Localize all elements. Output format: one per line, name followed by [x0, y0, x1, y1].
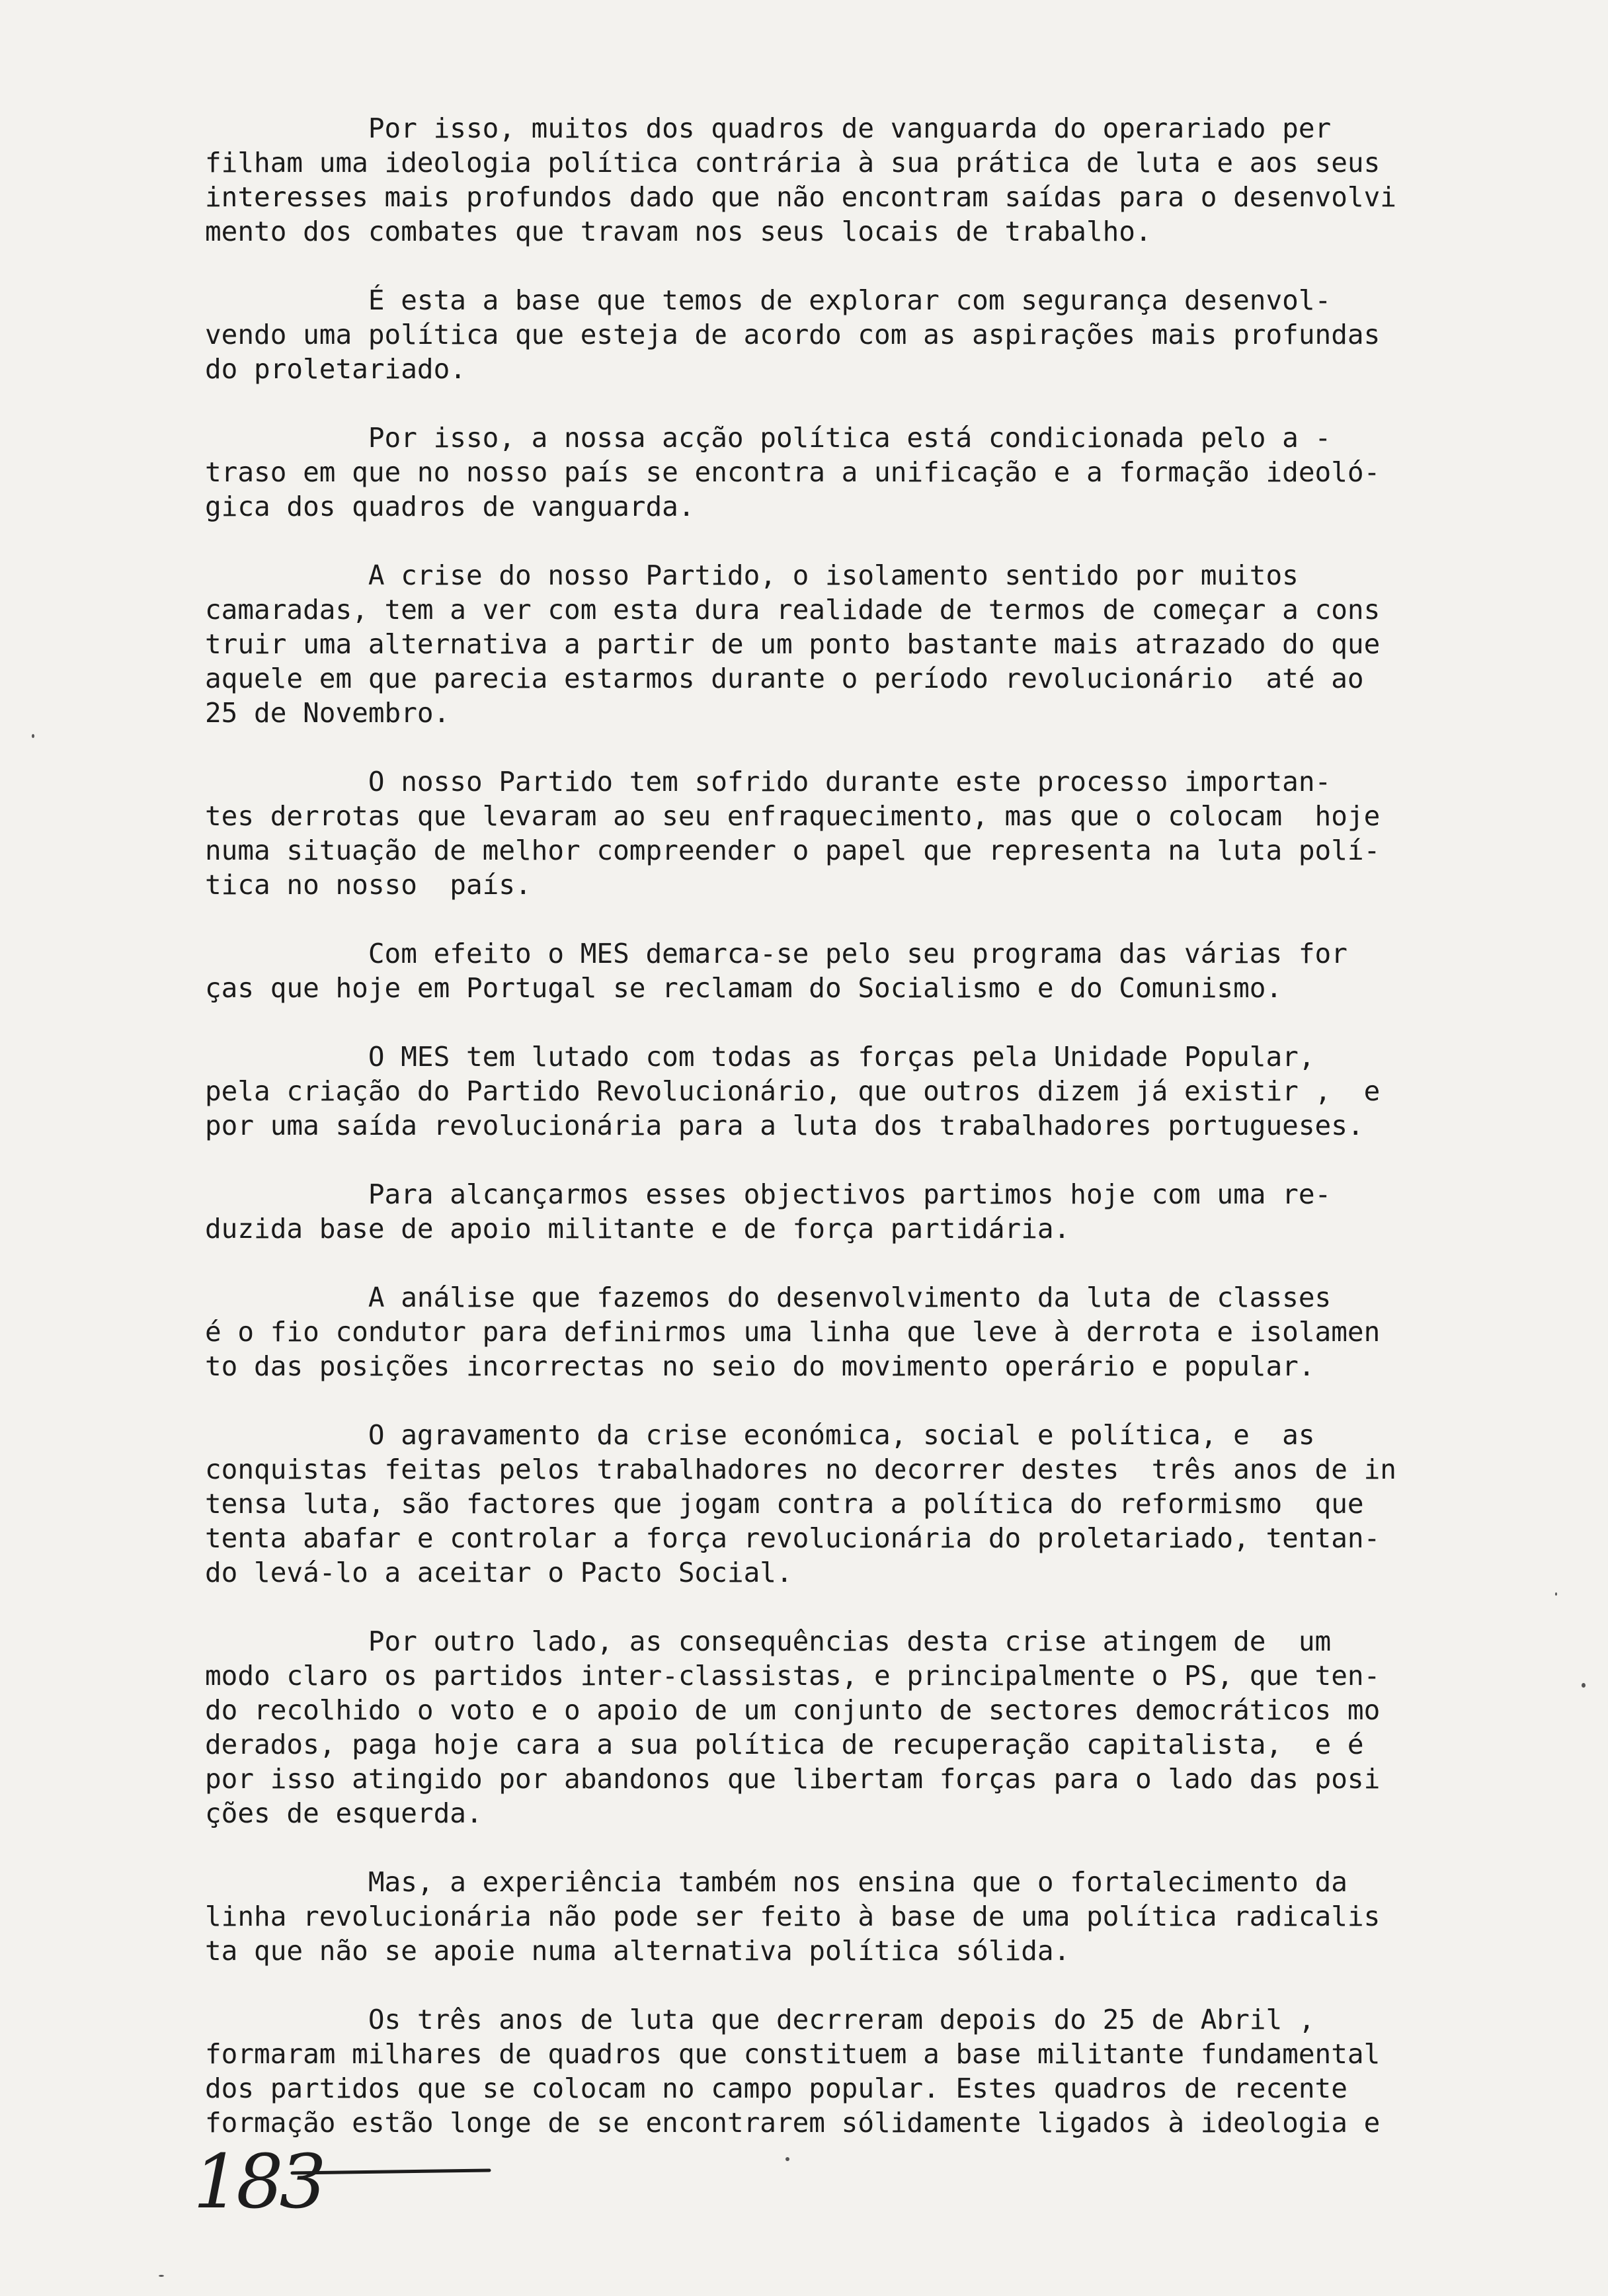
text-line: filham uma ideologia política contrária à sua prática de luta e aos seus [205, 147, 1381, 179]
paragraph [205, 936, 1461, 1005]
text-line: ções de esquerda. [205, 1797, 483, 1829]
text-line: formaram milhares de quadros que constituem a base militante fundamental [205, 2038, 1381, 2070]
handwritten-page-number [193, 2136, 510, 2222]
text-line: ta que não se apoie numa alternativa política sólida. [205, 1935, 1070, 1967]
paragraph [205, 1280, 1461, 1383]
text-line: do recolhido o voto e o apoio de um conjunto de sectores democráticos mo [205, 1694, 1381, 1726]
paragraph [205, 2002, 1461, 2140]
text-line: 25 de Novembro. [205, 697, 450, 729]
text-line: É esta a base que temos de explorar com segurança desenvol- [205, 284, 1332, 316]
text-line: O nosso Partido tem sofrido durante este processo importan- [205, 766, 1332, 798]
document-body [205, 111, 1461, 2174]
text-line: dos partidos que se colocam no campo popular. Estes quadros de recente [205, 2072, 1347, 2104]
text-line: O agravamento da crise económica, social e política, e as [205, 1419, 1315, 1451]
paragraph [205, 1624, 1461, 1830]
text-line: derados, paga hoje cara a sua política de recuperação capitalista, e é [205, 1729, 1364, 1760]
text-line: truir uma alternativa a partir de um ponto bastante mais atrazado do que [205, 628, 1381, 660]
text-line: por isso atingido por abandonos que libertam forças para o lado das posi [205, 1763, 1381, 1795]
paragraph [205, 1418, 1461, 1590]
paper-speck [32, 734, 34, 738]
text-line: Por outro lado, as consequências desta crise atingem de um [205, 1625, 1332, 1657]
text-line: do levá-lo a aceitar o Pacto Social. [205, 1557, 793, 1588]
paper-speck [159, 2275, 164, 2277]
paper-speck [785, 2157, 789, 2161]
text-line: tenta abafar e controlar a força revolucionária do proletariado, tentan- [205, 1522, 1381, 1554]
paper-speck [1582, 1683, 1586, 1688]
text-line: Por isso, muitos dos quadros de vanguarda do operariado per [205, 112, 1332, 144]
text-line: linha revolucionária não pode ser feito à base de uma política radicalis [205, 1901, 1381, 1932]
paragraph [205, 764, 1461, 902]
text-line: duzida base de apoio militante e de força partidária. [205, 1213, 1070, 1245]
text-line: formação estão longe de se encontrarem sólidamente ligados à ideologia e [205, 2107, 1381, 2139]
paragraph [205, 421, 1461, 524]
text-line: Para alcançarmos esses objectivos partimos hoje com uma re- [205, 1178, 1332, 1210]
text-line: por uma saída revolucionária para a luta dos trabalhadores portugueses. [205, 1110, 1364, 1141]
text-line: traso em que no nosso país se encontra a unificação e a formação ideoló- [205, 456, 1381, 488]
text-line: A crise do nosso Partido, o isolamento sentido por muitos [205, 559, 1299, 591]
paragraph [205, 1865, 1461, 1968]
text-line: modo claro os partidos inter-classistas, e principalmente o PS, que ten- [205, 1660, 1381, 1692]
text-line: do proletariado. [205, 353, 466, 385]
paragraph [205, 283, 1461, 386]
text-line: pela criação do Partido Revolucionário, que outros dizem já existir , e [205, 1075, 1381, 1107]
text-line: to das posições incorrectas no seio do movimento operário e popular. [205, 1350, 1315, 1382]
text-line: tensa luta, são factores que jogam contra a política do reformismo que [205, 1488, 1364, 1520]
text-line: Por isso, a nossa acção política está condicionada pelo a - [205, 422, 1332, 454]
text-line: O MES tem lutado com todas as forças pela Unidade Popular, [205, 1041, 1315, 1073]
text-line: A análise que fazemos do desenvolvimento da luta de classes [205, 1282, 1332, 1313]
text-line: conquistas feitas pelos trabalhadores no decorrer destes três anos de in [205, 1454, 1396, 1485]
paragraph [205, 111, 1461, 249]
text-line: Os três anos de luta que decrreram depois do 25 de Abril , [205, 2004, 1315, 2035]
paper-speck [1555, 1592, 1557, 1596]
text-line: ças que hoje em Portugal se reclamam do Socialismo e do Comunismo. [205, 972, 1283, 1004]
text-line: Com efeito o MES demarca-se pelo seu programa das várias for [205, 938, 1347, 969]
text-line: tica no nosso país. [205, 869, 532, 901]
page-number-text: 183 [193, 2139, 323, 2222]
text-line: gica dos quadros de vanguarda. [205, 491, 695, 522]
text-line: aquele em que parecia estarmos durante o período revolucionário até ao [205, 663, 1364, 694]
paragraph [205, 1040, 1461, 1143]
text-line: mento dos combates que travam nos seus locais de trabalho. [205, 216, 1152, 247]
text-line: Mas, a experiência também nos ensina que o fortalecimento da [205, 1866, 1347, 1898]
text-line: tes derrotas que levaram ao seu enfraquecimento, mas que o colocam hoje [205, 800, 1381, 832]
text-line: camaradas, tem a ver com esta dura realidade de termos de começar a cons [205, 594, 1381, 626]
paragraph [205, 558, 1461, 730]
text-line: numa situação de melhor compreender o papel que representa na luta polí- [205, 835, 1381, 866]
text-line: interesses mais profundos dado que não encontram saídas para o desenvolvi [205, 181, 1396, 213]
text-line: é o fio condutor para definirmos uma linha que leve à derrota e isolamen [205, 1316, 1381, 1348]
text-line: vendo uma política que esteja de acordo com as aspirações mais profundas [205, 319, 1381, 350]
paragraph [205, 1177, 1461, 1246]
